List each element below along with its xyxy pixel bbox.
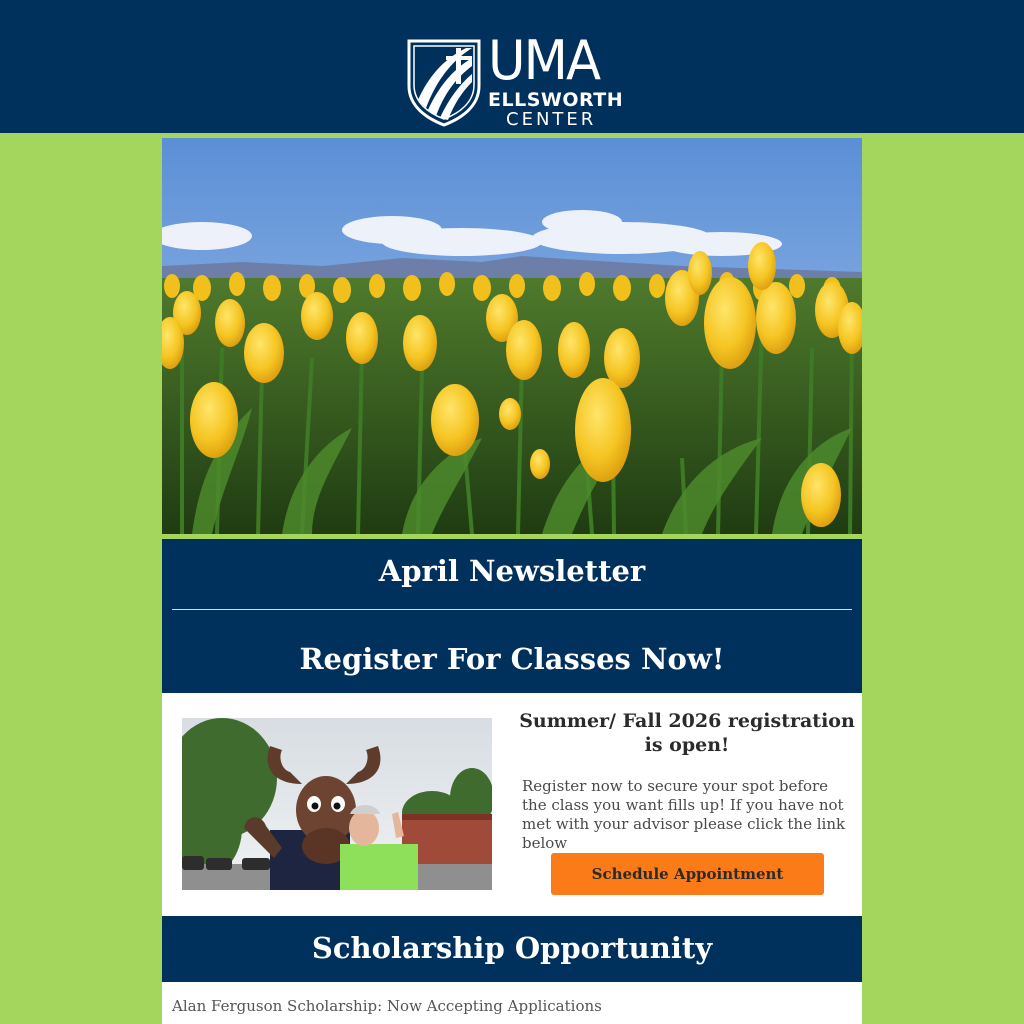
registration-section	[162, 693, 862, 916]
newsletter-header-block	[162, 539, 862, 693]
registration-body-text: Register now to secure your spot before the class you want fills up! If you have not met with your advisor please click the link below	[522, 777, 846, 852]
scholarship-title: Scholarship Opportunity	[311, 931, 713, 965]
uma-ellsworth-logo[interactable]	[406, 29, 626, 130]
logo-center-text: CENTER	[506, 109, 597, 130]
moose-mascot-photo	[182, 718, 492, 890]
shield-logo-icon	[406, 38, 482, 128]
registration-heading: Summer/ Fall 2026 registration is open!	[519, 710, 855, 756]
register-section-title: Register For Classes Now!	[299, 642, 725, 676]
logo-uma-text: UMA	[488, 29, 600, 92]
header-bar	[0, 0, 1024, 133]
scholarship-text: Alan Ferguson Scholarship: Now Accepting Applications	[172, 997, 602, 1015]
schedule-appointment-button[interactable]: Schedule Appointment	[551, 853, 824, 895]
newsletter-title: April Newsletter	[378, 554, 646, 588]
divider-line	[172, 609, 852, 610]
hero-tulip-image	[162, 138, 862, 534]
scholarship-section	[162, 982, 862, 1024]
scholarship-header-block	[162, 916, 862, 982]
logo-campus-text: ELLSWORTH	[488, 89, 624, 111]
